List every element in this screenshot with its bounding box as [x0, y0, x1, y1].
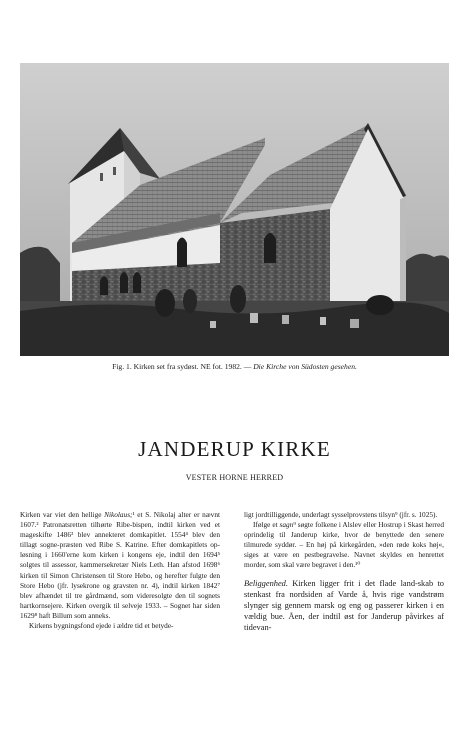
figure-caption: [20, 362, 449, 372]
paragraph: Kirken var viet den hellige Nikolaus;¹ et S. Nikolaj alter er nævnt 1607.² Patronatsretten tilhørte Ribe-bispen, indtil kirken ved et mageskifte 1486³ blev annekteret domkapitlet. 1554⁴ blev den tillagt sogne-præsten ved Ribe S. Katrine. Efter domkapitlets op-løsning i 1660'erne kom kirken i kongens eje, indtil den 1694⁵ solgtes til assessor, kammersekretær Niels Leth. Han afstod 1698⁶ kirken til Simon Christensen til Store Hebo, og herefter fulgte den Store Hebo (jfr. lysekrone og gravsten nr. 4), indtil kirken 1842⁷ blev afhændet til tre gårdmænd, som videresolgte den til sognets hartkornsejere. Kirken overgik til selveje 1933. – Sognet har siden 1629⁸ haft Billum som anneks.: [20, 510, 220, 620]
gravestone: [320, 317, 326, 325]
caption-italic-text: Die Kirche von Südosten gesehen.: [253, 362, 357, 371]
shrub: [155, 289, 175, 317]
paragraph: Kirkens bygningsfond ejede i ældre tid et betyde-: [29, 621, 174, 631]
text-column-right: [244, 510, 444, 634]
italic-term: Nikolaus;: [104, 510, 133, 519]
paragraph: ligt jordtilliggende, underlagt sysselprovstens tilsyn⁹ (jfr. s. 1025).: [244, 510, 438, 519]
gravestone: [350, 319, 359, 328]
page-subtitle: VESTER HORNE HERRED: [185, 473, 284, 482]
section-heading: Beliggenhed.: [244, 578, 288, 588]
caption-text: Fig. 1. Kirken set fra sydøst. NE fot. 1982. —: [112, 362, 254, 371]
window: [133, 272, 141, 293]
church-photo-image: [20, 63, 449, 356]
shrub: [183, 289, 197, 313]
window: [264, 233, 276, 263]
window: [120, 272, 128, 293]
gravestone: [250, 313, 258, 323]
italic-term: sagn: [279, 520, 294, 530]
gravestone: [210, 321, 216, 328]
paragraph: Ifølge et sagn⁹ søgte folkene i Alslev eller Hostrup i Skast herred oprindelig til Janderup kirke, hvor de benyttede den senere tilmurede syddør. – En høj på kirkegården, »den røde koks høj«, siges at være en pestbegravelse. Navnet skyldes en henrettet morder, som skal være begravet i den.¹⁰: [244, 520, 445, 570]
text-column-left: [20, 510, 220, 631]
window: [177, 238, 187, 268]
window: [100, 276, 108, 295]
gravestone: [282, 315, 289, 324]
church-photograph: [20, 63, 449, 356]
shrub: [230, 285, 246, 313]
shrub: [366, 295, 394, 315]
section-paragraph: Beliggenhed. Kirken ligger frit i det flade land-skab to stenkast fra nordsiden af Varde å, hvis rige vandstrøm slynger sig gennem marsk og eng og passerer kirken i en vældig bue. Åen, der indtil øst for Janderup påvirkes af tidevan-: [244, 578, 444, 633]
page-title: JANDERUP KIRKE: [138, 437, 331, 461]
